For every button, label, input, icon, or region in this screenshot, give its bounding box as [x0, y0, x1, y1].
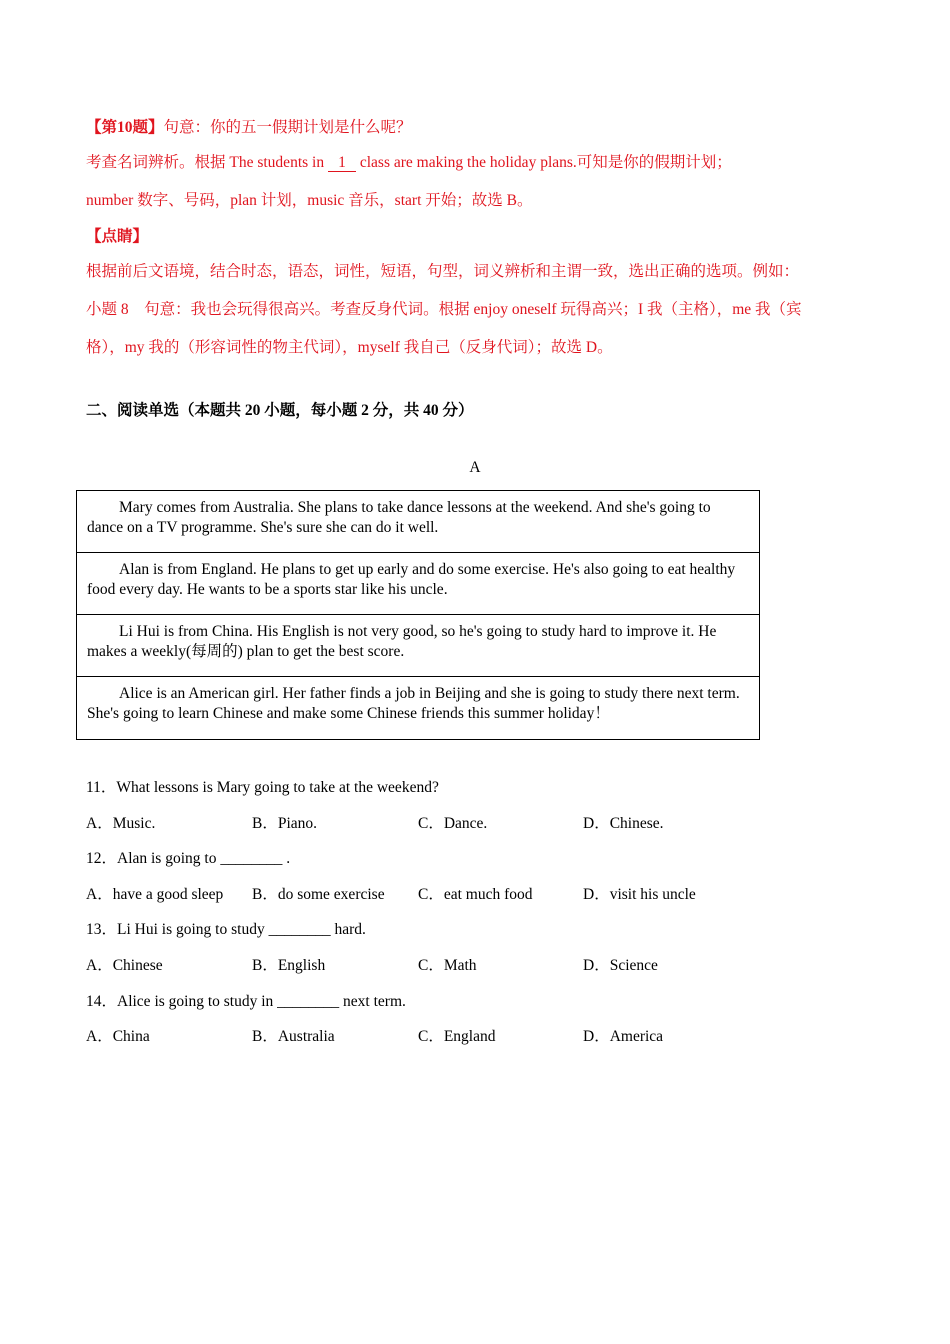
- passage-row-mary: Mary comes from Australia. She plans to take dance lessons at the weekend. And she's going to dance on a TV programme. She's sure she can do it well.: [77, 491, 759, 553]
- tip-line-2: 小题 8 句意：我也会玩得很高兴。考查反身代词。根据 enjoy oneself 玩得高兴；I 我（主格），me 我（宾: [86, 301, 802, 318]
- question-12-option-b: B．do some exercise: [252, 886, 385, 903]
- q10-blank: 1: [328, 155, 356, 172]
- q10-meaning: 句意：你的五一假期计划是什么呢？: [163, 119, 412, 136]
- question-13-options: [86, 956, 786, 976]
- question-11-stem: 11．What lessons is Mary going to take at the weekend?: [86, 779, 439, 796]
- question-11-option-b: B．Piano.: [252, 815, 318, 832]
- question-11-option-d: D．Chinese.: [583, 815, 664, 832]
- passage-row-lihui: Li Hui is from China. His English is not very good, so he's going to study hard to improve it. He makes a weekly(每周的) plan to get the best score.: [77, 615, 759, 677]
- question-14-option-a: A．China: [86, 1028, 150, 1045]
- passage-label: A: [469, 459, 481, 476]
- passage-row-alan: Alan is from England. He plans to get up early and do some exercise. He's also going to eat healthy food every day. He wants to be a sports star like his uncle.: [77, 553, 759, 615]
- q10-analysis-post: class are making the holiday plans.可知是你的假期计划；: [359, 154, 732, 171]
- question-12-option-a: A．have a good sleep: [86, 886, 224, 903]
- question-11-option-a: A．Music.: [86, 815, 156, 832]
- question-12-stem: 12．Alan is going to ________ .: [86, 850, 291, 867]
- question-14-option-c: C．England: [418, 1028, 496, 1045]
- question-11-options: [86, 814, 786, 834]
- q10-options-line: number 数字、号码，plan 计划，music 音乐，start 开始；故选 B。: [86, 192, 533, 209]
- question-13-option-d: D．Science: [583, 957, 658, 974]
- question-13-option-b: B．English: [252, 957, 326, 974]
- q10-analysis-pre: 考查名词辨析。根据 The students in: [86, 154, 325, 171]
- question-12-options: [86, 885, 786, 905]
- question-13-option-a: A．Chinese: [86, 957, 163, 974]
- question-14-option-d: D．America: [583, 1028, 664, 1045]
- tip-tag: 【点睛】: [86, 228, 149, 245]
- q10-meaning-line: [86, 118, 412, 138]
- question-14-options: [86, 1027, 786, 1047]
- tip-line-1: 根据前后文语境，结合时态，语态，词性，短语，句型，词义辨析和主谓一致，选出正确的选项。例如：: [86, 263, 800, 280]
- question-12-option-d: D．visit his uncle: [583, 886, 696, 903]
- question-13-option-c: C．Math: [418, 957, 477, 974]
- question-11-option-c: C．Dance.: [418, 815, 488, 832]
- passage-table: [76, 490, 760, 740]
- q10-analysis-line: [86, 153, 732, 173]
- question-14-option-b: B．Australia: [252, 1028, 335, 1045]
- question-12-option-c: C．eat much food: [418, 886, 533, 903]
- q10-tag: 【第10题】: [86, 119, 164, 136]
- passage-row-alice: Alice is an American girl. Her father finds a job in Beijing and she is going to study there next term. She's going to learn Chinese and make some Chinese friends this summer holiday！: [87, 685, 740, 722]
- question-14-stem: 14．Alice is going to study in ________ next term.: [86, 993, 406, 1010]
- question-13-stem: 13．Li Hui is going to study ________ hard.: [86, 921, 366, 938]
- tip-line-3: 格），my 我的（形容词性的物主代词），myself 我自己（反身代词）；故选 D。: [86, 339, 613, 356]
- section-title: 二、阅读单选（本题共 20 小题，每小题 2 分，共 40 分）: [86, 402, 474, 419]
